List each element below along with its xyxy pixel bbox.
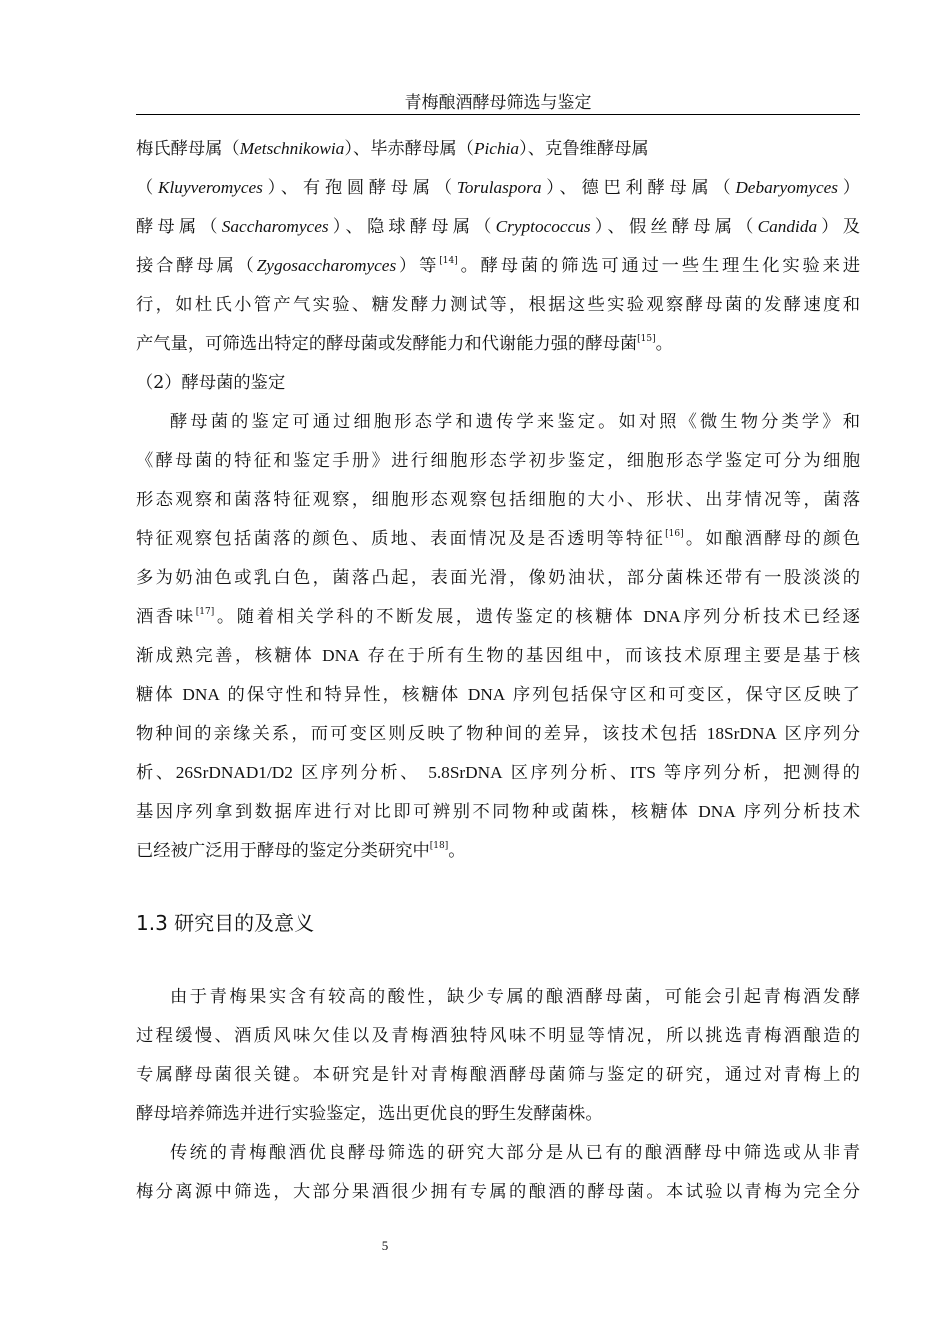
paragraph-line: 已经被广泛用于酵母的鉴定分类研究中[18]。 [136,841,466,861]
paragraph-line: 行，如杜氏小管产气实验、糖发酵力测试等，根据这些实验观察酵母菌的发酵速度和 [136,295,860,315]
paragraph-line: 渐成熟完善，核糖体 DNA 存在于所有生物的基因组中，而该技术原理主要是基于核 [136,646,860,666]
paragraph-line: 酵母属（Saccharomyces）、隐球酵母属（Cryptococcus）、假丝酵母属（Candida）及 [136,217,860,237]
paragraph-line: 酵母培养筛选并进行实验鉴定，选出更优良的野生发酵菌株。 [136,1104,603,1124]
citation: [14] [439,256,458,266]
paragraph-line: 传统的青梅酿酒优良酵母筛选的研究大部分是从已有的酿酒酵母中筛选或从非青 [170,1143,860,1163]
section-number: 1.3 [136,911,168,935]
paragraph-line: （Kluyveromyces）、有孢圆酵母属（Torulaspora）、德巴利酵母属（Debaryomyces） [136,178,860,198]
paragraph-line: 析、26SrDNAD1/D2 区序列分析、 5.8SrDNA 区序列分析、ITS 等序列分析，把测得的 [136,763,860,783]
paragraph-line: 过程缓慢、酒质风味欠佳以及青梅酒独特风味不明显等情况，所以挑选青梅酒酿造的 [136,1026,860,1046]
citation: [15] [637,334,656,344]
paragraph-line: 梅氏酵母属（Metschnikowia）、毕赤酵母属（Pichia）、克鲁维酵母属 [136,139,649,159]
paragraph-line: 由于青梅果实含有较高的酸性，缺少专属的酿酒酵母菌，可能会引起青梅酒发酵 [170,987,860,1007]
paragraph-line: 物种间的亲缘关系，而可变区则反映了物种间的差异，该技术包括 18SrDNA 区序列分 [136,724,860,744]
page-number: 5 [381,1238,389,1253]
subheading: （2）酵母菌的鉴定 [136,373,286,393]
citation: [16] [665,529,684,539]
citation: [17] [195,607,215,617]
citation: [18] [429,841,449,851]
paragraph-line: 梅分离源中筛选，大部分果酒很少拥有专属的酿酒的酵母菌。本试验以青梅为完全分 [136,1182,860,1202]
paragraph-line: 特征观察包括菌落的颜色、质地、表面情况及是否透明等特征[16]。如酿酒酵母的颜色 [136,529,860,549]
section-title: 研究目的及意义 [174,911,315,935]
paragraph-line: 基因序列拿到数据库进行对比即可辨别不同物种或菌株，核糖体 DNA 序列分析技术 [136,802,860,822]
paragraph-line: 酵母菌的鉴定可通过细胞形态学和遗传学来鉴定。如对照《微生物分类学》和 [170,412,860,432]
paragraph-line: 糖体 DNA 的保守性和特异性，核糖体 DNA 序列包括保守区和可变区，保守区反映了 [136,685,860,705]
running-title: 青梅酿酒酵母筛选与鉴定 [404,93,592,113]
paragraph-line: 产气量，可筛选出特定的酵母菌或发酵能力和代谢能力强的酵母菌[15]。 [136,334,673,354]
paragraph-line: 专属酵母菌很关键。本研究是针对青梅酿酒酵母菌筛与鉴定的研究，通过对青梅上的 [136,1065,860,1085]
paragraph-line: 形态观察和菌落特征观察，细胞形态观察包括细胞的大小、形状、出芽情况等，菌落 [136,490,860,510]
header-rule [136,114,860,115]
paragraph-line: 《酵母菌的特征和鉴定手册》进行细胞形态学初步鉴定，细胞形态学鉴定可分为细胞 [136,451,860,471]
paragraph-line: 酒香味[17]。随着相关学科的不断发展，遗传鉴定的核糖体 DNA序列分析技术已经逐 [136,607,860,627]
paragraph-line: 接合酵母属（Zygosaccharomyces）等[14]。酵母菌的筛选可通过一些生理生化实验来进 [136,256,860,276]
section-heading [136,911,314,935]
paragraph-line: 多为奶油色或乳白色，菌落凸起，表面光滑，像奶油状，部分菌株还带有一股淡淡的 [136,568,860,588]
